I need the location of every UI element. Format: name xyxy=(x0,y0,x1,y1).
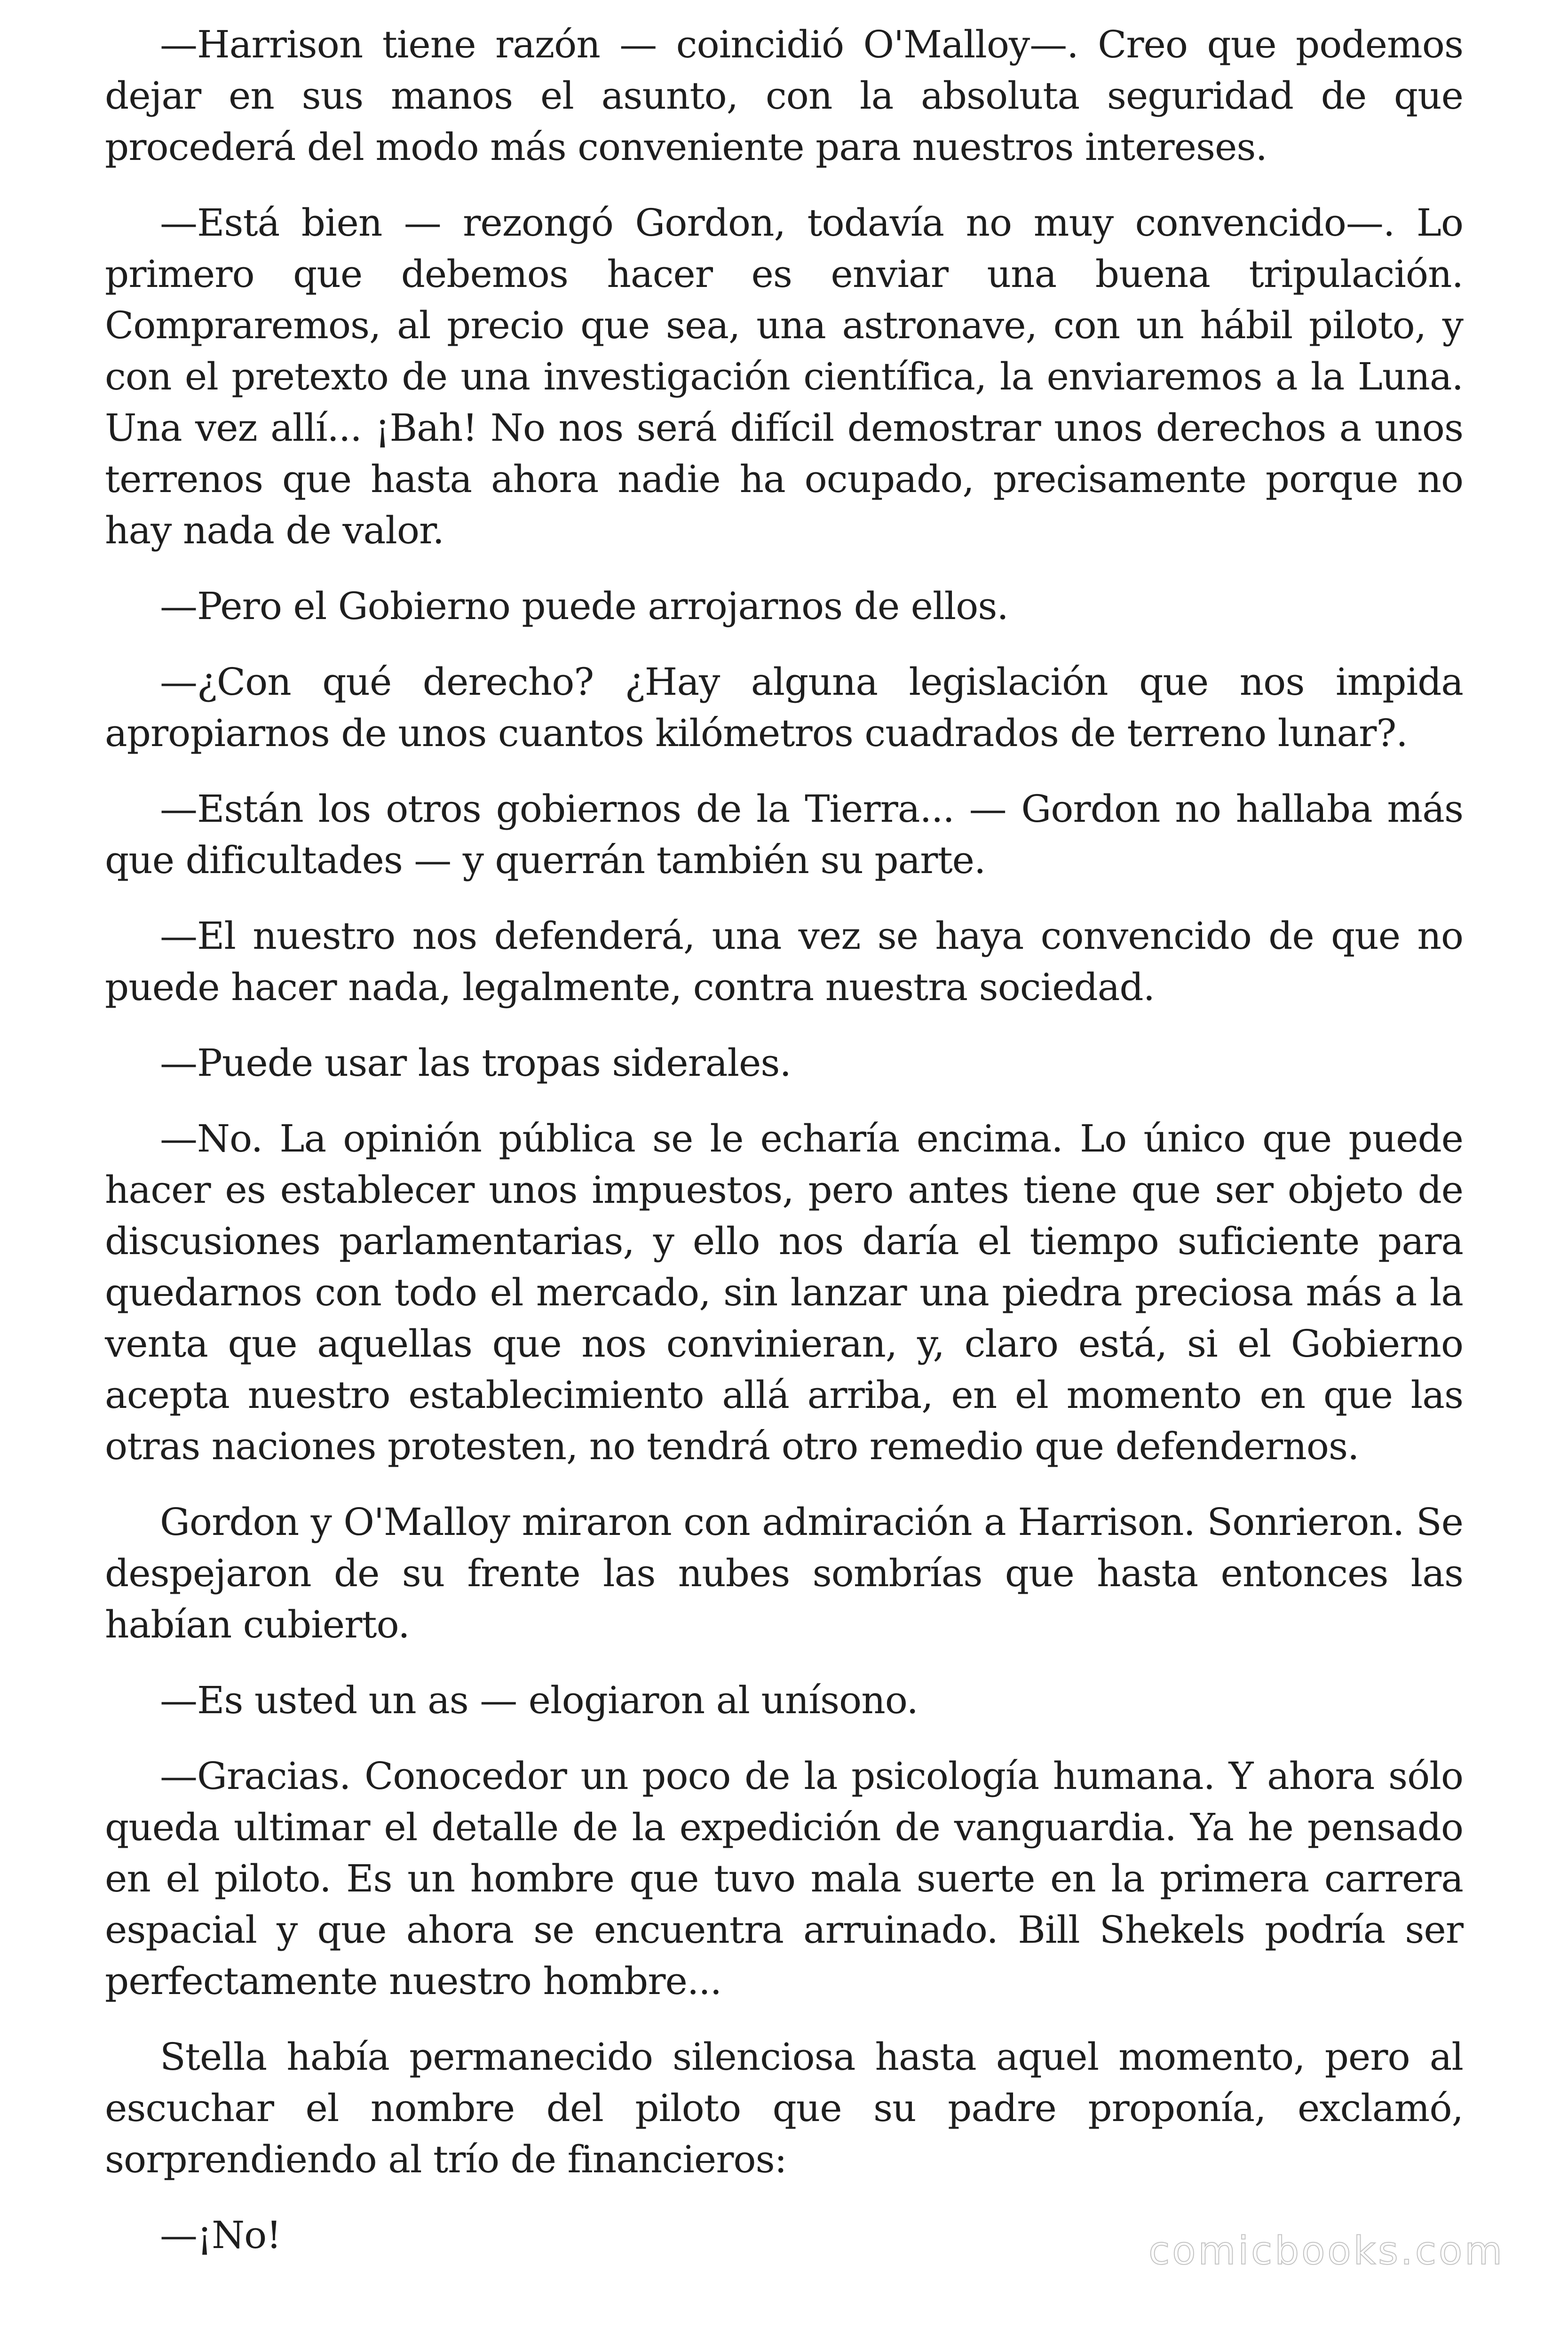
paragraph: —¿Con qué derecho? ¿Hay alguna legislación que nos impida apropiarnos de unos cuantos kilómetros cuadrados de terreno lunar?. xyxy=(105,660,1463,755)
paragraph: —Puede usar las tropas siderales. xyxy=(160,1041,791,1085)
paragraph: —Harrison tiene razón — coincidió O'Malloy—. Creo que podemos dejar en sus manos el asunto, con la absoluta seguridad de que procederá del modo más conveniente para nuestros intereses. xyxy=(105,23,1463,169)
paragraph: —Pero el Gobierno puede arrojarnos de ellos. xyxy=(160,584,1008,628)
paragraph: Gordon y O'Malloy miraron con admiración a Harrison. Sonrieron. Se despejaron de su frente las nubes sombrías que hasta entonces las habían cubierto. xyxy=(105,1500,1463,1646)
paragraph: —No. La opinión pública se le echaría encima. Lo único que puede hacer es establecer unos impuestos, pero antes tiene que ser objeto de discusiones parlamentarias, y ello nos daría el tiempo suficiente para quedarnos con todo el mercado, sin lanzar una piedra preciosa más a la venta que aquellas que nos convinieran, y, claro está, si el Gobierno acepta nuestro establecimiento allá arriba, en el momento en que las otras naciones protesten, no tendrá otro remedio que defendernos. xyxy=(105,1117,1463,1468)
paragraph: —El nuestro nos defenderá, una vez se haya convencido de que no puede hacer nada, legalmente, contra nuestra sociedad. xyxy=(105,914,1463,1009)
paragraph: Stella había permanecido silenciosa hasta aquel momento, pero al escuchar el nombre del piloto que su padre proponía, exclamó, sorprendiendo al trío de financieros: xyxy=(105,2035,1463,2181)
paragraph: —Están los otros gobiernos de la Tierra... — Gordon no hallaba más que dificultades — y querrán también su parte. xyxy=(105,787,1463,882)
paragraph: —Gracias. Conocedor un poco de la psicología humana. Y ahora sólo queda ultimar el detalle de la expedición de vanguardia. Ya he pensado en el piloto. Es un hombre que tuvo mala suerte en la primera carrera espacial y que ahora se encuentra arruinado. Bill Shekels podría ser perfectamente nuestro hombre... xyxy=(105,1754,1463,2003)
text-column xyxy=(105,19,1463,2285)
watermark: comicbooks.com xyxy=(1148,2229,1505,2273)
paragraph: —Está bien — rezongó Gordon, todavía no muy convencido—. Lo primero que debemos hacer es enviar una buena tripulación. Compraremos, al precio que sea, una astronave, con un hábil piloto, y con el pretexto de una investigación científica, la enviaremos a la Luna. Una vez allí... ¡Bah! No nos será difícil demostrar unos derechos a unos terrenos que hasta ahora nadie ha ocupado, precisamente porque no hay nada de valor. xyxy=(105,201,1463,552)
paragraph: —Es usted un as — elogiaron al unísono. xyxy=(160,1678,918,1722)
paragraph: —¡No! xyxy=(160,2213,281,2257)
